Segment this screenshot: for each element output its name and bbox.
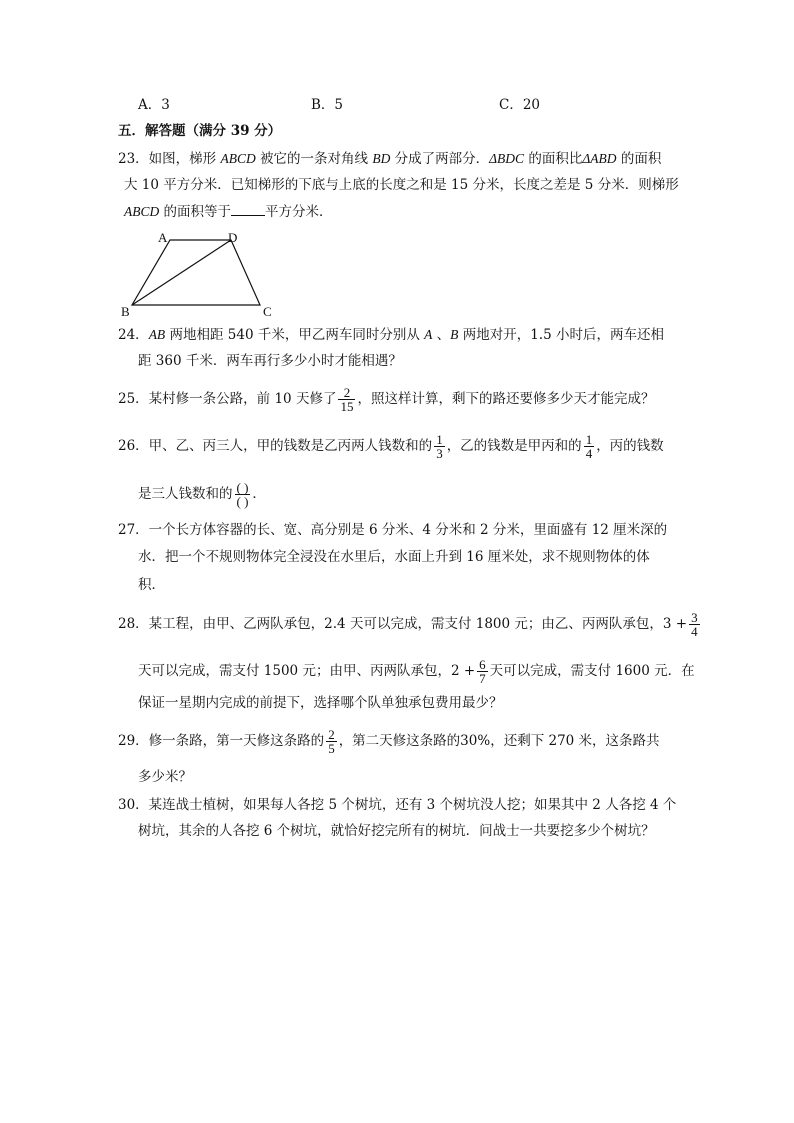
q25-line1: 25．某村修一条公路，前 10 天修了 $\frac{2}{15}$ ，照这样计算，剩下的路还要修多少天才能完成？ — [118, 385, 655, 414]
fraction-3-4: $\frac{3}{4}$ — [691, 610, 698, 639]
q30-line1: 30．某连战士植树，如果每人各挖 5 个树坑，还有 3 个树坑没人挖；如果其中 2 人各挖 4 个 — [118, 797, 677, 813]
choice-c: C．20 — [499, 97, 541, 113]
trapezoid-outline — [132, 240, 260, 305]
diagonal-bd — [132, 240, 231, 305]
q28-line2: 天可以完成，需支付 1500 元；由甲、丙两队承包，2 + $\frac{6}{7}$ 天可以完成，需支付 1600 元．在 — [138, 657, 695, 686]
label-c: C — [263, 304, 272, 319]
fraction-1-4: $\frac{1}{4}$ — [585, 432, 593, 461]
q29-line2: 多少米？ — [138, 769, 192, 785]
q24-line2: 距 360 千米．两车再行多少小时才能相遇？ — [138, 353, 402, 369]
answer-blank — [231, 203, 265, 216]
q23-line1: 23．如图，梯形 ABCD 被它的一条对角线 BD 分成了两部分．ΔBDC 的面积比ΔABD 的面积 — [118, 151, 662, 167]
q27-line3: 积． — [138, 577, 165, 593]
section-title: 五．解答题（满分 39 分） — [118, 123, 282, 139]
q23-line2: 大 10 平方分米．已知梯形的下底与上底的长度之和是 15 分米，长度之差是 5 分米．则梯形 — [124, 177, 679, 193]
q30-line2: 树坑，其余的人各挖 6 个树坑，就恰好挖完所有的树坑．问战士一共要挖多少个树坑？ — [138, 823, 655, 839]
fraction-2-5: $\frac{2}{5}$ — [328, 727, 335, 756]
q27-line2: 水．把一个不规则物体完全浸没在水里后，水面上升到 16 厘米处，求不规则物体的体 — [138, 549, 650, 565]
fraction-1-3: $\frac{1}{3}$ — [436, 432, 443, 461]
choice-a: A．3 — [138, 97, 170, 113]
q27-line1: 27．一个长方体容器的长、宽、高分别是 6 分米、4 分米和 2 分米，里面盛有 12 厘米深的 — [118, 522, 668, 538]
label-a: A — [158, 230, 168, 245]
fraction-blank: $\frac{( )}{( )}$ — [236, 480, 249, 509]
q28-line3: 保证一星期内完成的前提下，选择哪个队单独承包费用最少？ — [138, 695, 503, 711]
q26-line1: 26．甲、乙、丙三人，甲的钱数是乙丙两人钱数和的 $\frac{1}{3}$ ，乙的钱数是甲丙和的 $\frac{1}{4}$ ，丙的钱数 — [118, 432, 664, 461]
fraction-2-15: $\frac{2}{15}$ — [340, 385, 354, 414]
q24-line1: 24．AB 两地相距 540 千米，甲乙两车同时分别从 A 、B 两地对开，1.5 小时后，两车还相 — [118, 327, 664, 343]
q23-line3: ABCD 的面积等于 平方分米． — [124, 204, 333, 220]
fraction-6-7: $\frac{6}{7}$ — [479, 657, 486, 686]
label-b: B — [121, 304, 130, 319]
trapezoid-figure — [118, 228, 278, 320]
q28-line1: 28．某工程，由甲、乙两队承包，2.4 天可以完成，需支付 1800 元；由乙、丙两队承包，3 + $\frac{3}{4}$ — [118, 610, 698, 639]
q29-line1: 29．修一条路，第一天修这条路的 $\frac{2}{5}$ ，第二天修这条路的30%，还剩下 270 米，这条路共 — [118, 727, 660, 756]
choice-b: B．5 — [311, 97, 344, 113]
q26-line2: 是三人钱数和的 $\frac{( )}{( )}$ ． — [138, 480, 266, 509]
label-d: D — [228, 230, 238, 245]
